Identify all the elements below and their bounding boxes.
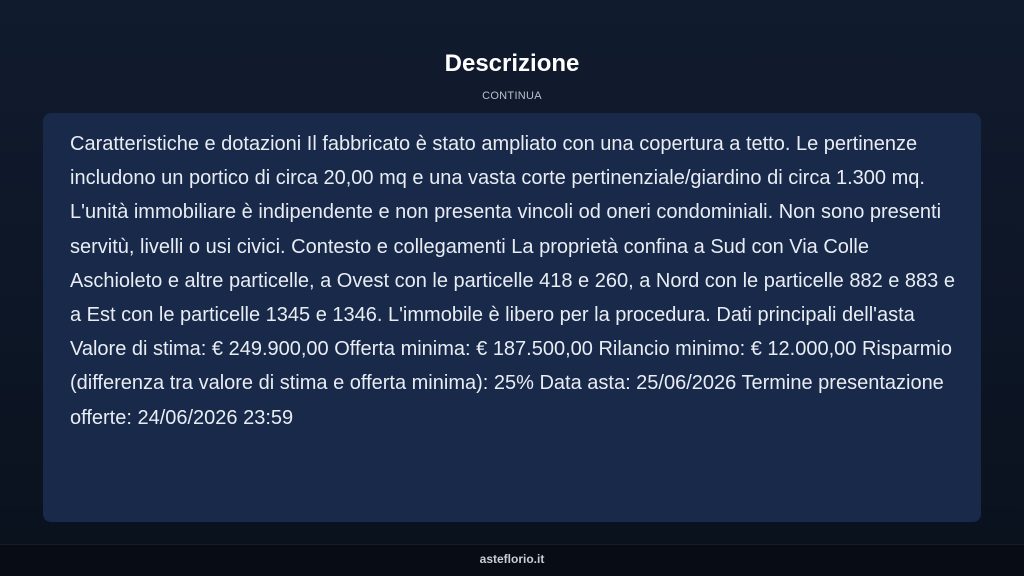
page-subtitle: CONTINUA	[482, 90, 542, 102]
footer-site-name: asteflorio.it	[479, 552, 545, 566]
description-card	[43, 113, 981, 522]
description-text: Caratteristiche e dotazioni Il fabbricato è stato ampliato con una copertura a tetto. Le pertinenze includono un portico di circa 20,00 mq e una vasta corte pertinenziale/giardino di circa 1.300 mq. L'unità immobiliare è indipendente e non presenta vincoli od oneri condominiali. Non sono presenti servitù, livelli o usi civici. Contesto e collegamenti La proprietà confina a Sud con Via Colle Aschioleto e altre particelle, a Ovest con le particelle 418 e 260, a Nord con le particelle 882 e 883 e a Est con le particelle 1345 e 1346. L'immobile è libero per la procedura. Dati principali dell'asta Valore di stima: € 249.900,00 Offerta minima: € 187.500,00 Rilancio minimo: € 12.000,00 Risparmio (differenza tra valore di stima e offerta minima): 25% Data asta: 25/06/2026 Termine presentazione offerte: 24/06/2026 23:59	[70, 133, 955, 429]
page-title: Descrizione	[444, 50, 580, 77]
footer-bar	[0, 544, 1024, 576]
